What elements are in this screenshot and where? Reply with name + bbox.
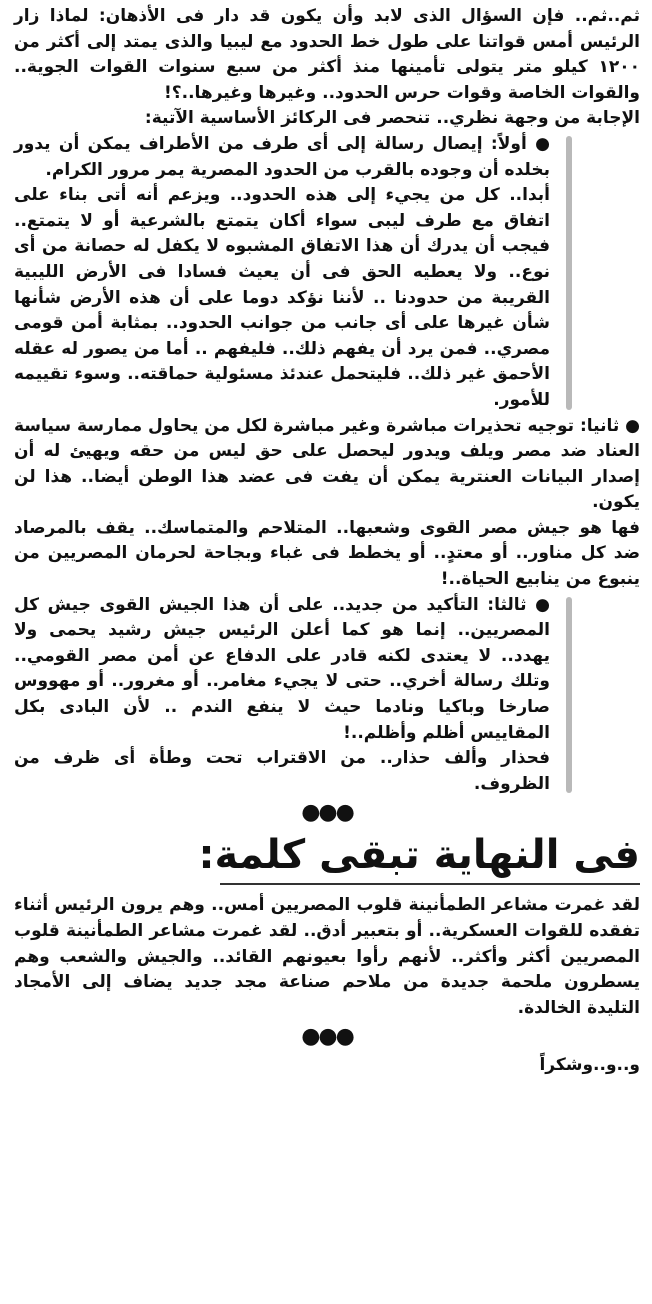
section-separator: ●●● [301, 800, 353, 826]
point-one-block [14, 132, 550, 414]
intro-paragraph-answer: الإجابة من وجهة نظري.. تنحصر فى الركائز الأساسية الآتية: [144, 108, 640, 129]
point-one-paragraph: ● أولاً: إيصال رسالة إلى أى طرف من الأطراف يمكن أن يدور بخلده أن وجوده بالقرب من الحدود المصرية يمر مرور الكرام. [14, 133, 550, 180]
quote-bar [566, 597, 572, 794]
point-three-elaboration: فحذار وألف حذار.. من الاقتراب تحت وطأة أى ظرف من الظروف. [14, 748, 550, 794]
article-column [14, 4, 640, 1079]
point-three-block [14, 593, 550, 798]
quote-bar [566, 136, 572, 410]
section-separator-end: ●●● [301, 1024, 353, 1050]
intro-paragraph-question: ثم..ثم.. فإن السؤال الذى لابد وأن يكون قد دار فى الأذهان: لماذا زار الرئيس أمس قواتنا على طول خط الحدود مع ليبيا والذى يمتد إلى أكثر من ١٢٠٠ كيلو متر يتولى تأمينها منذ أكثر من سبع سنوات القوات الجوية.. والقوات الخاصة وقوات حرس الحدود.. وغيرها وغيرها..؟! [14, 6, 640, 103]
point-one-elaboration: أبدا.. كل من يجيء إلى هذه الحدود.. ويزعم أنه أتى بناء على اتفاق مع طرف ليبى سواء أكان يتمتع بالشرعية أو لا يتمتع.. فيجب أن يدرك أن هذا الاتفاق المشبوه لا يكفل له حصانة من أى نوع.. ولا يعطيه الحق فى أن يعيث فسادا فى الأرض الليبية القريبة من حدودنا .. لأننا نؤكد دوما على أن هذه الأرض شأنها شأن غيرها على أى جانب من جوانب الحدود.. بمثابة أمن قومى مصري.. فمن يرد أن يفهم ذلك.. فليفهم .. أما من يصور له عقله الأحمق غير ذلك.. فليتحمل عندئذ مسئولية حماقته.. وسوء تقييمه للأمور. [14, 185, 550, 410]
final-paragraph: لقد غمرت مشاعر الطمأنينة قلوب المصريين أمس.. وهم يرون الرئيس أثناء تفقده للقوات العسكرية.. أو بتعبير أدق.. لقد غمرت مشاعر الطمأنينة قلوب المصريين أكثر وأكثر.. لأنهم رأوا بعيونهم القائد.. والجيش والشعب وهم يسطرون ملحمة جديدة من ملاحم صناعة مجد جديد يضاف إلى الأمجاد التليدة الخالدة. [14, 895, 640, 1018]
point-two-paragraph: ● ثانيا: توجيه تحذيرات مباشرة وغير مباشرة لكل من يحاول ممارسة سياسة العناد ضد مصر ويلف ويدور ليحصل على حق ليس من حقه ويهيئ له أن إصدار البيانات العنترية يمكن أن يفت فى عضد هذا الوطن أيضا.. هذا لن يكون. [14, 415, 640, 513]
point-two-elaboration: فها هو جيش مصر القوى وشعبها.. المتلاحم والمتماسك.. يقف بالمرصاد ضد كل مناور.. أو معتدٍ.. أو يخطط فى غباء وبجاحة لحرمان المصريين من ينبوع من ينابيع الحياة..! [14, 517, 640, 590]
headline-underline [220, 883, 640, 885]
point-three-paragraph: ● ثالثا: التأكيد من جديد.. على أن هذا الجيش القوى جيش كل المصريين.. إنما هو كما أعلن الرئيس جيش رشيد يحمى ولا يهدد.. لا يعتدى لكنه قادر على الدفاع عن أمن مصر القومي.. وتلك رسالة أخري.. حتى لا يجيء مغامر.. أو مغرور.. أو مهووس صارخا وباكيا ونادما حيث لا ينفع الندم .. لأن البادى بكل المقاييس أظلم وأظلم..! [14, 594, 550, 743]
section-headline: فى النهاية تبقى كلمة: [198, 832, 640, 879]
closing-line: و..و..وشكراً [539, 1055, 640, 1076]
